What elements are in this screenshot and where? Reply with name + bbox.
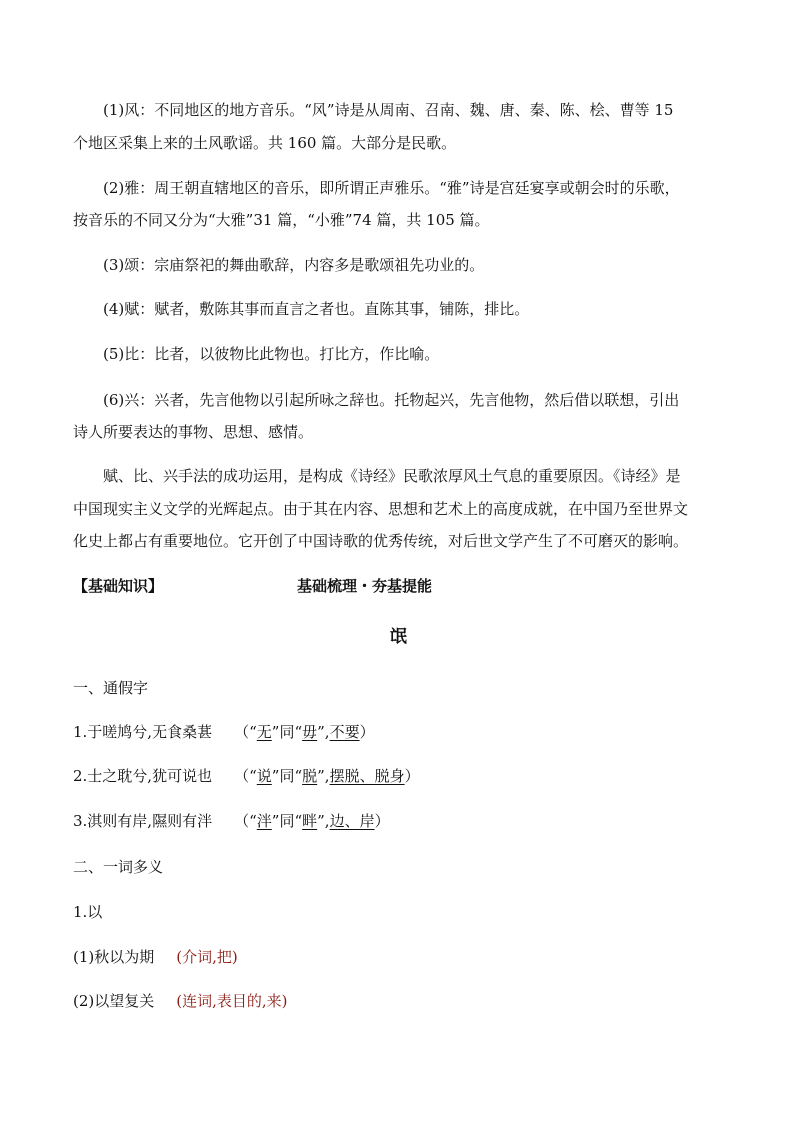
yiciduoyi-item-2 xyxy=(73,991,288,1011)
tongjiazi-sentence: 1.于嗟鸠兮,无食桑葚 xyxy=(73,723,213,741)
quote-close: ”, xyxy=(317,812,330,830)
yiciduoyi-heading: 二、一词多义 xyxy=(73,858,164,876)
tongjiazi-same-as: ”同“ xyxy=(271,723,303,741)
summary-line-2: 中国现实主义文学的光辉起点。由于其在内容、思想和艺术上的高度成就，在中国乃至世界文 xyxy=(73,500,689,518)
quote-close: ”, xyxy=(317,767,330,785)
section-header-right: 基础梳理・夯基提能 xyxy=(297,577,433,595)
tongjiazi-char-a: 说 xyxy=(256,767,272,785)
tongjiazi-char-b: 脱 xyxy=(302,767,318,785)
definition-1-line-2: 个地区采集上来的土风歌谣。共 160 篇。大部分是民歌。 xyxy=(73,134,457,152)
definition-4: (4)赋：赋者，敷陈其事而直言之者也。直陈其事，铺陈，排比。 xyxy=(103,300,530,318)
tongjiazi-meaning: 不要 xyxy=(329,723,360,741)
tongjiazi-meaning: 边、岸 xyxy=(329,812,375,830)
definition-2-line-2: 按音乐的不同又分为“大雅”31 篇，“小雅”74 篇，共 105 篇。 xyxy=(73,211,490,229)
tongjiazi-item-3 xyxy=(73,811,390,831)
section-header-left: 【基础知识】 xyxy=(73,577,164,595)
tongjiazi-sentence: 2.士之耽兮,犹可说也 xyxy=(73,767,213,785)
tongjiazi-heading: 一、通假字 xyxy=(73,679,149,697)
paren-open: （“ xyxy=(234,767,257,785)
definition-3: (3)颂：宗庙祭祀的舞曲歌辞，内容多是歌颂祖先功业的。 xyxy=(103,256,485,274)
tongjiazi-sentence: 3.淇则有岸,隰则有泮 xyxy=(73,812,213,830)
summary-line-1: 赋、比、兴手法的成功运用，是构成《诗经》民歌浓厚风土气息的重要原因。《诗经》是 xyxy=(103,467,681,485)
tongjiazi-item-2 xyxy=(73,766,420,786)
quote-close: ”, xyxy=(317,723,330,741)
definition-6-line-2: 诗人所要表达的事物、思想、感情。 xyxy=(73,423,314,441)
yiciduoyi-word: 1.以 xyxy=(73,903,103,921)
tongjiazi-same-as: ”同“ xyxy=(271,767,303,785)
yiciduoyi-item-1 xyxy=(73,947,238,967)
yiciduoyi-sentence: (1)秋以为期 xyxy=(73,948,155,966)
section-header xyxy=(73,576,723,596)
tongjiazi-same-as: ”同“ xyxy=(271,812,303,830)
paren-close: ） xyxy=(359,723,375,741)
definition-6-line-1: (6)兴：兴者，先言他物以引起所咏之辞也。托物起兴，先言他物，然后借以联想，引出 xyxy=(103,391,680,409)
tongjiazi-meaning: 摆脱、脱身 xyxy=(329,767,405,785)
paren-close: ） xyxy=(404,767,420,785)
summary-line-3: 化史上都占有重要地位。它开创了中国诗歌的优秀传统，对后世文学产生了不可磨灭的影响。 xyxy=(73,532,689,550)
paren-open: （“ xyxy=(234,812,257,830)
tongjiazi-char-a: 无 xyxy=(256,723,272,741)
tongjiazi-item-1 xyxy=(73,722,375,742)
definition-1-line-1: (1)风：不同地区的地方音乐。“风”诗是从周南、召南、魏、唐、秦、陈、桧、曹等 15 xyxy=(103,101,674,119)
yiciduoyi-sentence: (2)以望复关 xyxy=(73,992,155,1010)
paren-close: ） xyxy=(374,812,390,830)
definition-5: (5)比：比者，以彼物比此物也。打比方，作比喻。 xyxy=(103,345,440,363)
poem-title: 氓 xyxy=(390,627,407,647)
paren-open: （“ xyxy=(234,723,257,741)
tongjiazi-char-a: 泮 xyxy=(256,812,272,830)
yiciduoyi-answer: (介词,把) xyxy=(176,948,238,966)
definition-2-line-1: (2)雅：周王朝直辖地区的音乐，即所谓正声雅乐。“雅”诗是宫廷宴享或朝会时的乐歌， xyxy=(103,179,680,197)
yiciduoyi-answer: (连词,表目的,来) xyxy=(176,992,288,1010)
tongjiazi-char-b: 毋 xyxy=(302,723,318,741)
tongjiazi-char-b: 畔 xyxy=(302,812,318,830)
